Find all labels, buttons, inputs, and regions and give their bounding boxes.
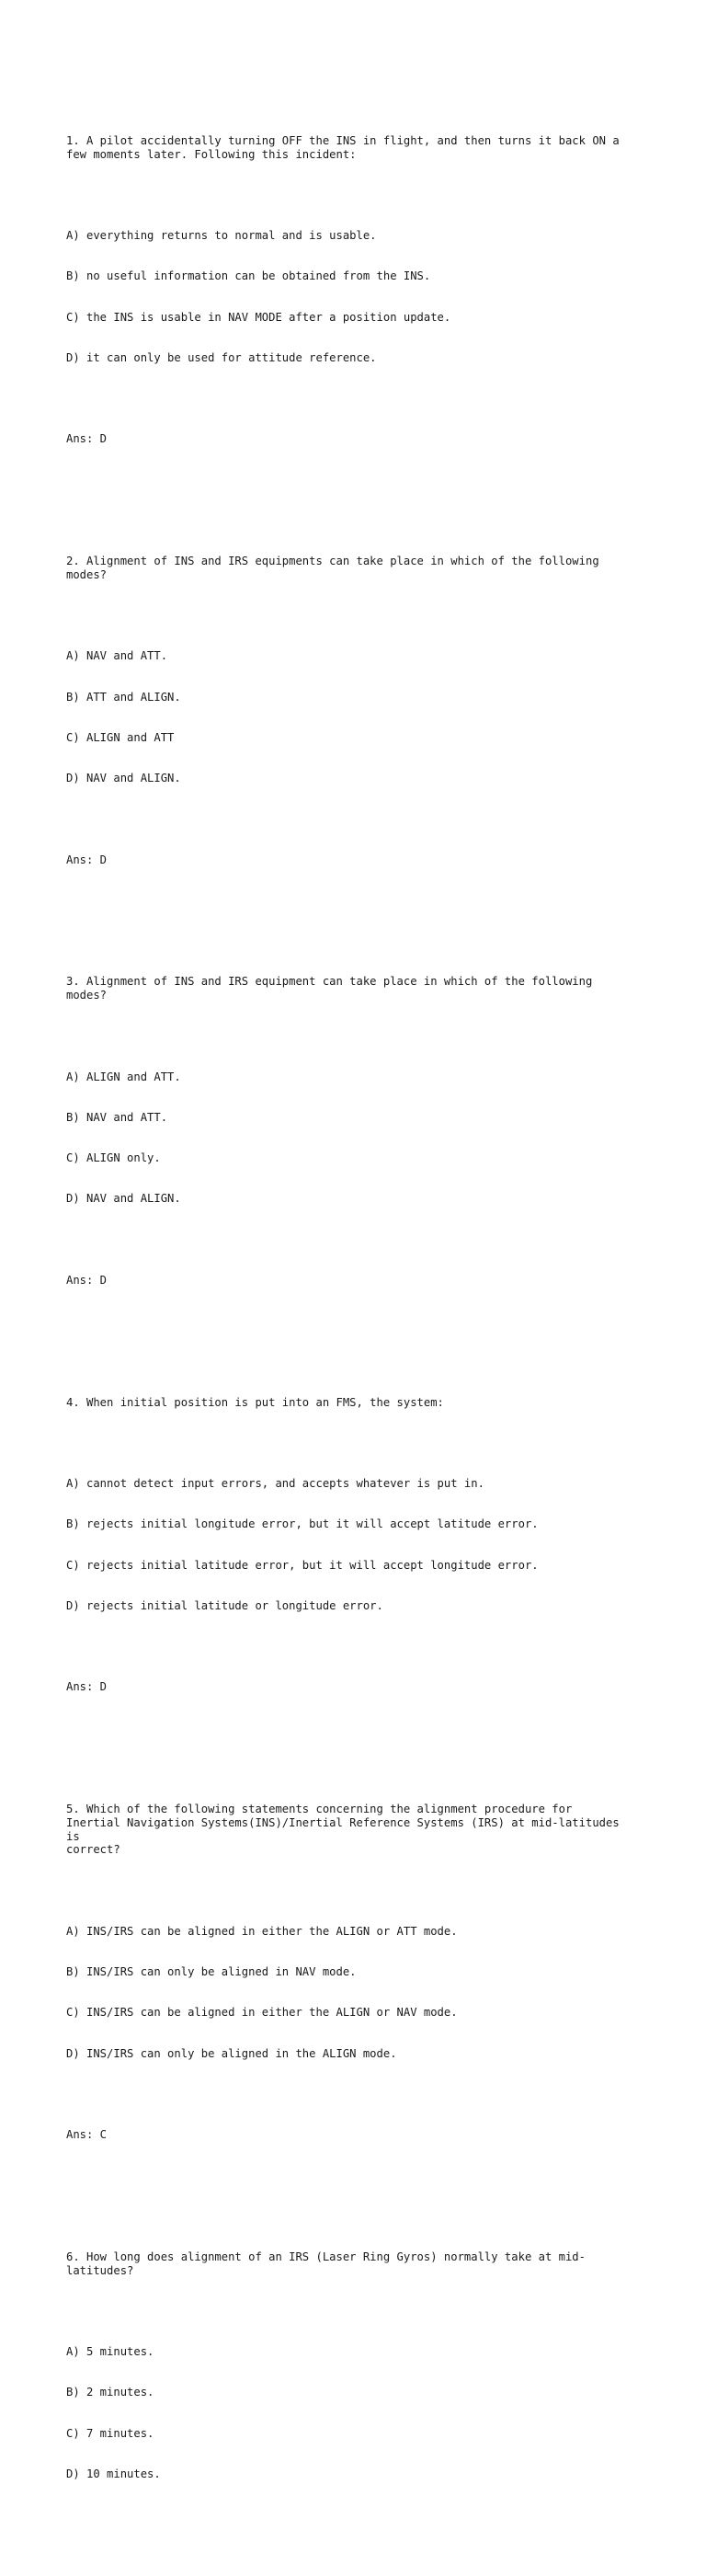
option-list (66, 1897, 655, 2088)
option-d: D) NAV and ALIGN. (66, 1192, 181, 1206)
option-a: A) NAV and ATT. (66, 649, 168, 663)
option-d: D) NAV and ALIGN. (66, 772, 181, 784)
answer: Ans: C (66, 2128, 108, 2141)
option-list (66, 1043, 655, 1233)
question-4 (66, 1368, 655, 1722)
question-text: 2. Alignment of INS and IRS equipments can take place in which of the following modes? (66, 555, 599, 581)
option-b: B) ATT and ALIGN. (66, 690, 181, 704)
option-d: D) 10 minutes. (66, 2467, 161, 2480)
option-b: B) 2 minutes. (66, 2386, 154, 2399)
question-text: 6. How long does alignment of an IRS (Laser Ring Gyros) normally take at mid- latitudes? (66, 2250, 586, 2277)
option-b: B) NAV and ATT. (66, 1110, 168, 1124)
option-list (66, 2318, 655, 2509)
option-c: C) ALIGN and ATT (66, 730, 175, 744)
option-b: B) no useful information can be obtained from the INS. (66, 269, 431, 283)
option-c: C) the INS is usable in NAV MODE after a position update. (66, 310, 451, 324)
option-c: C) 7 minutes. (66, 2426, 154, 2440)
question-6 (66, 2223, 655, 2535)
question-text: 4. When initial position is put into an FMS, the system: (66, 1395, 444, 1409)
option-d: D) it can only be used for attitude reference. (66, 350, 377, 364)
option-c: C) INS/IRS can be aligned in either the ALIGN or NAV mode. (66, 2006, 458, 2020)
option-list (66, 1450, 655, 1641)
option-a: A) everything returns to normal and is usable. (66, 229, 377, 242)
answer: Ans: D (66, 432, 108, 446)
option-a: A) cannot detect input errors, and accepts whatever is put in. (66, 1477, 484, 1490)
document-page (66, 66, 655, 2576)
option-list (66, 623, 655, 813)
answer: Ans: D (66, 1273, 108, 1287)
question-5 (66, 1776, 655, 2170)
answer: Ans: D (66, 853, 108, 866)
option-a: A) INS/IRS can be aligned in either the ALIGN or ATT mode. (66, 1924, 458, 1938)
option-b: B) rejects initial longitude error, but it will accept latitude error. (66, 1517, 539, 1531)
option-a: A) ALIGN and ATT. (66, 1070, 181, 1083)
question-text: 3. Alignment of INS and IRS equipment can take place in which of the following modes? (66, 975, 593, 1002)
option-c: C) rejects initial latitude error, but it will accept longitude error. (66, 1558, 539, 1572)
option-d: D) rejects initial latitude or longitude error. (66, 1598, 383, 1612)
question-2 (66, 528, 655, 894)
question-3 (66, 948, 655, 1314)
option-b: B) INS/IRS can only be aligned in NAV mode. (66, 1965, 357, 1978)
question-text: 1. A pilot accidentally turning OFF the INS in flight, and then turns it back ON a few moments later. Following this incident: (66, 133, 620, 161)
option-a: A) 5 minutes. (66, 2345, 154, 2358)
option-list (66, 202, 655, 393)
option-d: D) INS/IRS can only be aligned in the ALIGN mode. (66, 2046, 397, 2060)
answer: Ans: D (66, 1680, 108, 1694)
option-c: C) ALIGN only. (66, 1151, 161, 1164)
question-text: 5. Which of the following statements concerning the alignment procedure for Inertial Navigation Systems(INS)/Inertial Reference Systems (IRS) at mid-latitudes is correct? (66, 1803, 620, 1857)
question-1 (66, 107, 655, 473)
